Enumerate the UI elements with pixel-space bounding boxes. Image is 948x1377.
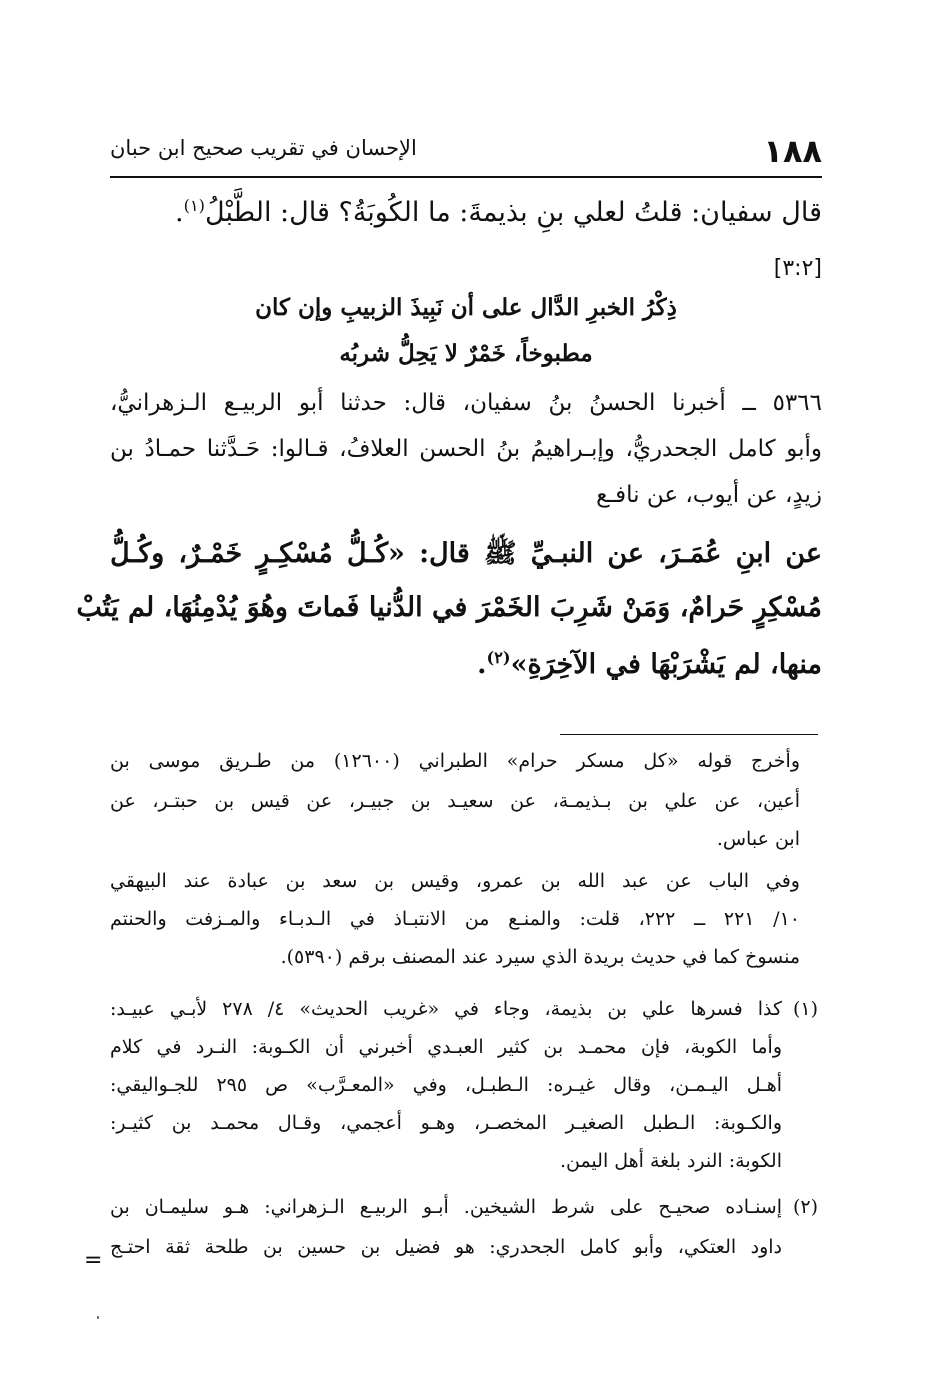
footnote-ref-2: (٢) <box>486 648 511 667</box>
matn-end: . <box>477 649 487 680</box>
footnote-2-line-1: إسنـاده صحيـح على شرط الشيخين. أبـو الربيـع الـزهراني: هـو سليمـان بن <box>110 1196 782 1218</box>
isnad-line-3: زيدٍ، عن أيوب، عن نافـع <box>596 482 822 508</box>
chapter-heading-line-1: ذِكْرُ الخبرِ الدَّال على أن نَبِيذَ الزبيبِ وإن كان <box>255 294 677 321</box>
isnad-line-1: ٥٣٦٦ ــ أخبرنا الحسنُ بنُ سفيان، قال: حدثنا أبو الربيـع الـزهرانيُّ، <box>110 390 822 416</box>
footnote-cont-line-4: وفي الباب عن عبد الله بن عمرو، وقيس بن سعد بن عبادة عند البيهقي <box>110 870 800 892</box>
matn-line-3-text: منها، لم يَشْرَبْهَا في الآخِرَةِ» <box>510 649 822 680</box>
reference-tag: [٣:٢] <box>773 256 822 281</box>
footnote-2-marker: (٢) <box>792 1196 818 1218</box>
footnote-2-line-2: داود العتكي، وأبو كامل الجحدري: هو فضيل بن حسين بن طلحة ثقة احتـج <box>110 1236 782 1258</box>
footnote-1-line-5: الكوبة: النرد بلغة أهل اليمن. <box>559 1150 782 1172</box>
page-speck <box>97 1316 99 1319</box>
page-header <box>110 128 822 172</box>
page-number: ١٨٨ <box>763 132 822 170</box>
footnote-cont-line-3: ابن عباس. <box>716 828 800 850</box>
footnote-1-line-4: والكـوبة: الـطبل الصغيـر المخصـر، وهـو أعجمي، وقـال محمـد بن كثيـر: <box>110 1112 782 1134</box>
opening-text: قال سفيان: قلتُ لعلي بنِ بذيمةَ: ما الكُوبَةُ؟ قال: الطَّبْلُ <box>205 197 822 228</box>
footnote-1-line-2: وأما الكوبة، فإن محمـد بن كثير العبـدي أخبرني أن الكـوبة: النـرد في كلام <box>110 1036 782 1058</box>
continued-mark: = <box>84 1248 103 1273</box>
opening-end: . <box>175 197 184 228</box>
matn-line-1: عن ابنِ عُمَـرَ، عن النبـيِّ ﷺ قال: «كُـلُّ مُسْكِـرٍ خَمْـرٌ، وكُـلُّ <box>110 538 822 569</box>
footnote-1-line-3: أهـل اليـمـن، وقال غيـره: الـطبـل، وفي «المعـرَّب» ص ٢٩٥ للجـواليقي: <box>110 1074 782 1096</box>
footnote-rule <box>560 734 818 735</box>
footnote-1-marker: (١) <box>792 998 818 1020</box>
isnad-line-2: وأبو كامل الجحدريُّ، وإبـراهيمُ بنُ الحسن العلافُ، قـالوا: حَـدَّثنا حمـادُ بن <box>110 436 822 462</box>
footnote-ref-1: (١) <box>183 196 205 215</box>
footnote-cont-line-2: أعين، عن علي بن بـذيمـة، عن سعيـد بن جبيـر، عن قيس بن حبتـر، عن <box>110 790 800 812</box>
header-rule <box>110 176 822 178</box>
matn-line-3 <box>110 648 822 680</box>
footnote-cont-line-1: وأخرج قوله «كل مسكر حرام» الطبراني (١٢٦٠٠) من طـريق موسى بن <box>110 750 800 772</box>
running-title: الإحسان في تقريب صحيح ابن حبان <box>110 136 417 160</box>
footnote-cont-line-6: منسوخ كما في حديث بريدة الذي سيرد عند المصنف برقم (٥٣٩٠). <box>280 946 800 968</box>
opening-line <box>110 196 822 228</box>
chapter-heading-line-2: مطبوخاً، خَمْرٌ لا يَحِلُّ شربُه <box>339 340 593 367</box>
footnote-cont-line-5: ١٠/ ٢٢١ ــ ٢٢٢، قلت: والمنـع من الانتبـاذ في الـدبـاء والمـزفت والحنتم <box>110 908 800 930</box>
matn-line-2: مُسْكِرٍ حَرامٌ، وَمَنْ شَرِبَ الخَمْرَ في الدُّنيا فَماتَ وهُوَ يُدْمِنُهَا، لم يَتُبْ <box>76 592 822 623</box>
footnote-1-line-1: كذا فسرها علي بن بذيمة، وجاء في «غريب الحديث» ٤/ ٢٧٨ لأبـي عبيـد: <box>110 998 782 1020</box>
